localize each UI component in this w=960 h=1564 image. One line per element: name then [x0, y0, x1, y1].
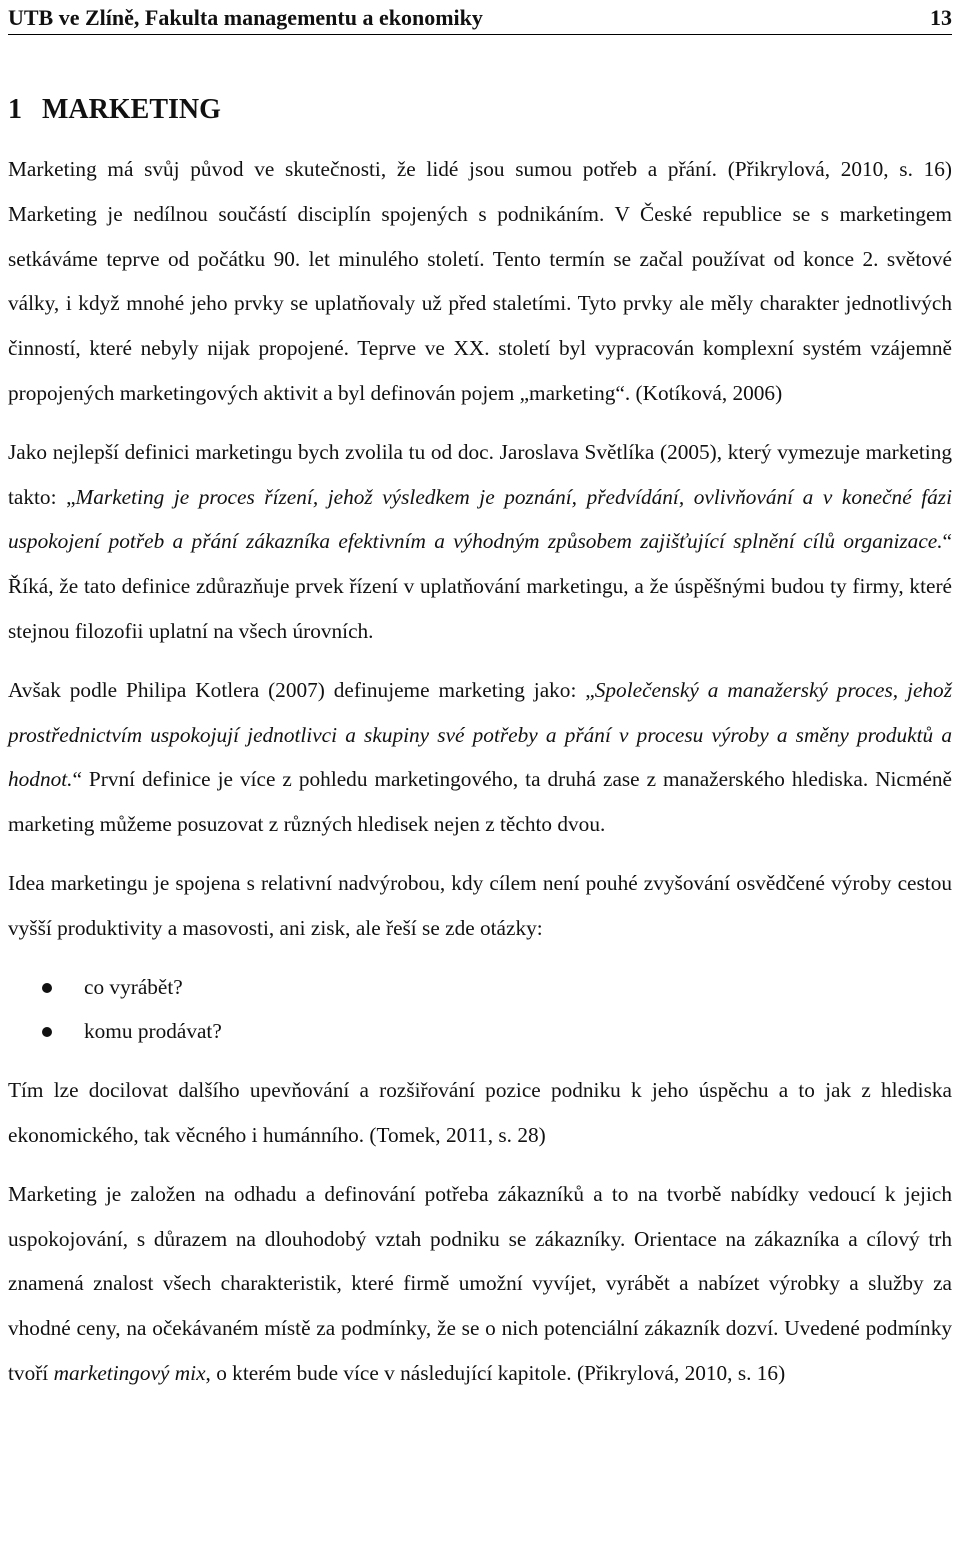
chapter-title: MARKETING: [42, 94, 221, 125]
paragraph-idea: Idea marketingu je spojena s relativní nadvýrobou, kdy cílem není pouhé zvyšování osvědčené výroby cestou vyšší produktivity a masovosti, ani zisk, ale řeší se zde otázky:: [8, 870, 952, 940]
list-item-text: komu prodávat?: [84, 1019, 222, 1044]
header-title: UTB ve Zlíně, Fakulta managementu a ekonomiky: [8, 5, 483, 30]
paragraph-origin: Marketing má svůj původ ve skutečnosti, že lidé jsou sumou potřeb a přání. (Přikrylová, 2010, s. 16) Marketing je nedílnou součástí disciplín spojených s podnikáním. V České republice se s marketingem setkáváme teprve od počátku 90. let minulého století. Tento termín se začal používat od konce 2. světové války, i když mnohé jeho prvky se uplatňovaly už před staletími. Tyto prvky ale měly charakter jednotlivých činností, které nebyly nijak propojené. Teprve ve XX. století byl vypracován komplexní systém vzájemně propojených marketingových aktivit a byl definován pojem „marketing“. (Kotíková, 2006): [8, 157, 952, 405]
text-span: Avšak podle Philipa Kotlera (2007) definujeme marketing jako: „: [8, 677, 595, 702]
text-span: , o kterém bude více v následující kapitole. (Přikrylová, 2010, s. 16): [205, 1360, 786, 1385]
paragraph-marketing-mix: [8, 1172, 952, 1396]
quote-italic: Společenský a manažerský proces, jehož prostřednictvím uspokojují jednotlivci a skupiny své potřeby a přání v procesu výroby a směny produktů a hodnot.: [8, 677, 952, 792]
paragraph-kotler-definition: [8, 668, 952, 847]
paragraph-svetlik-definition: [8, 430, 952, 654]
questions-list: [8, 965, 952, 1055]
chapter-number: 1: [8, 94, 22, 125]
text-span: Marketing je založen na odhadu a definování potřeba zákazníků a to na tvorbě nabídky vedoucí k jejich uspokojování, s důrazem na dlouhodobý vztah podniku se zákazníky. Orientace na zákazníka a cílový trh znamená znalost všech charakteristik, které firmě umožní vyvíjet, vyrábět a nabízet výrobky a služby za vhodné ceny, na očekávaném místě za podmínky, že se o nich potenciální zákazník dozví. Uvedené podmínky tvoří: [8, 1181, 952, 1385]
list-item: [8, 965, 952, 1010]
text-span: “ První definice je více z pohledu marketingového, ta druhá zase z manažerského hlediska. Nicméně marketing můžeme posuzovat z různých hledisek nejen z těchto dvou.: [8, 767, 952, 837]
bullet-icon: [42, 983, 52, 993]
paragraph-position: Tím lze docilovat dalšího upevňování a rozšiřování pozice podniku k jeho úspěchu a to jak z hlediska ekonomického, tak věcného i humánního. (Tomek, 2011, s. 28): [8, 1078, 952, 1147]
page-header: [8, 0, 952, 35]
quote-italic: Marketing je proces řízení, jehož výsledkem je poznání, předvídání, ovlivňování a v konečné fázi uspokojení potřeb a přání zákazníka efektivním a výhodným způsobem zajišťující splnění cílů organizace.: [8, 484, 952, 554]
term-italic: marketingový mix: [53, 1360, 206, 1385]
page-number: 13: [930, 5, 952, 30]
bullet-icon: [42, 1027, 52, 1037]
text-span: Jako nejlepší definici marketingu bych zvolila tu od doc. Jaroslava Světlíka (2005), který vymezuje marketing takto: „: [8, 439, 952, 509]
text-span: “ Říká, že tato definice zdůrazňuje prvek řízení v uplatňování marketingu, a že úspěšnými budou ty firmy, které stejnou filozofii uplatní na všech úrovních.: [8, 529, 952, 643]
list-item-text: co vyrábět?: [84, 974, 183, 999]
chapter-heading: [8, 93, 952, 127]
list-item: [8, 1009, 952, 1054]
